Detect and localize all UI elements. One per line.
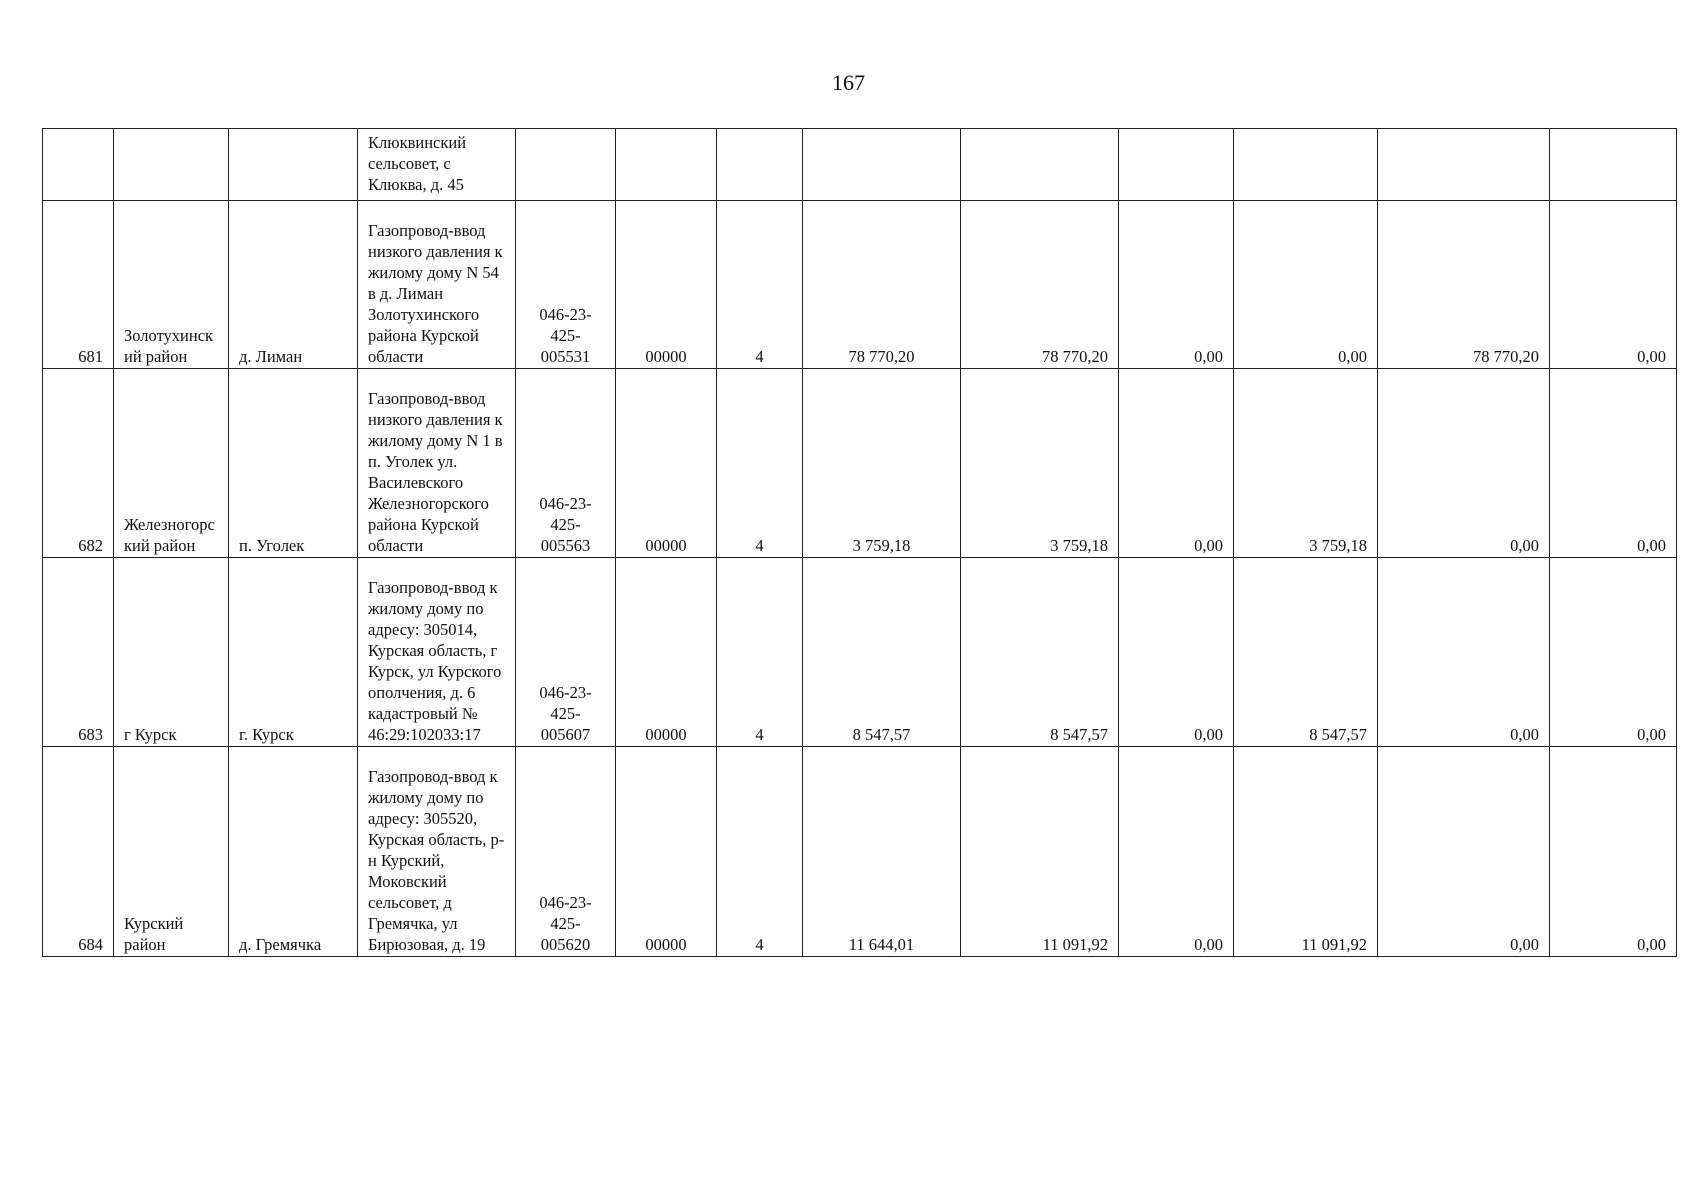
cell-col13: 0,00	[1550, 201, 1677, 369]
cell-col12: 0,00	[1378, 558, 1550, 747]
cell-col9: 3 759,18	[961, 369, 1119, 558]
cell-col10: 0,00	[1119, 747, 1234, 957]
cell-district	[114, 129, 229, 201]
cell-col9: 78 770,20	[961, 201, 1119, 369]
cell-district: г Курск	[114, 558, 229, 747]
cell-col7: 4	[717, 558, 803, 747]
cell-col13: 0,00	[1550, 558, 1677, 747]
cell-no: 681	[43, 201, 114, 369]
cell-col6: 00000	[616, 201, 717, 369]
cell-col8	[803, 129, 961, 201]
cell-description: Клюквинский сельсовет, с Клюква, д. 45	[358, 129, 516, 201]
cell-col7	[717, 129, 803, 201]
cell-no: 684	[43, 747, 114, 957]
cell-col13	[1550, 129, 1677, 201]
cell-col9: 11 091,92	[961, 747, 1119, 957]
table-row	[43, 747, 1677, 957]
cell-code	[516, 129, 616, 201]
cell-col8: 11 644,01	[803, 747, 961, 957]
cell-settlement	[229, 129, 358, 201]
cell-description: Газопровод-ввод низкого давления к жилому дому N 1 в п. Уголек ул. Василевского Железногорского района Курской области	[358, 369, 516, 558]
cell-col6: 00000	[616, 747, 717, 957]
cell-no	[43, 129, 114, 201]
cell-no: 682	[43, 369, 114, 558]
cell-settlement: п. Уголек	[229, 369, 358, 558]
cell-col11: 11 091,92	[1234, 747, 1378, 957]
cell-settlement: д. Лиман	[229, 201, 358, 369]
cell-code: 046-23-425-005563	[516, 369, 616, 558]
cell-settlement: г. Курск	[229, 558, 358, 747]
cell-col12: 0,00	[1378, 747, 1550, 957]
cell-col8: 78 770,20	[803, 201, 961, 369]
cell-col10	[1119, 129, 1234, 201]
page-number: 167	[832, 70, 865, 95]
cell-col8: 8 547,57	[803, 558, 961, 747]
cell-col12: 0,00	[1378, 369, 1550, 558]
cell-col13: 0,00	[1550, 369, 1677, 558]
cell-district: Железногорский район	[114, 369, 229, 558]
cell-col6: 00000	[616, 369, 717, 558]
cell-col12: 78 770,20	[1378, 201, 1550, 369]
cell-no: 683	[43, 558, 114, 747]
cell-description: Газопровод-ввод к жилому дому по адресу: 305520, Курская область, р-н Курский, Моковский сельсовет, д Гремячка, ул Бирюзовая, д. 19	[358, 747, 516, 957]
table-row	[43, 201, 1677, 369]
cell-description: Газопровод-ввод низкого давления к жилому дому N 54 в д. Лиман Золотухинского района Курской области	[358, 201, 516, 369]
cell-col11: 3 759,18	[1234, 369, 1378, 558]
cell-settlement: д. Гремячка	[229, 747, 358, 957]
cell-col6	[616, 129, 717, 201]
cell-col9	[961, 129, 1119, 201]
cell-col12	[1378, 129, 1550, 201]
cell-col11: 8 547,57	[1234, 558, 1378, 747]
cell-col7: 4	[717, 201, 803, 369]
cell-col7: 4	[717, 747, 803, 957]
cell-description: Газопровод-ввод к жилому дому по адресу: 305014, Курская область, г Курск, ул Курского ополчения, д. 6 кадастровый № 46:29:102033:17	[358, 558, 516, 747]
cell-code: 046-23-425-005607	[516, 558, 616, 747]
cell-col10: 0,00	[1119, 558, 1234, 747]
cell-col11	[1234, 129, 1378, 201]
cell-col7: 4	[717, 369, 803, 558]
cell-col10: 0,00	[1119, 369, 1234, 558]
table-row-continuation	[43, 129, 1677, 201]
cell-col9: 8 547,57	[961, 558, 1119, 747]
cell-col8: 3 759,18	[803, 369, 961, 558]
cell-col10: 0,00	[1119, 201, 1234, 369]
table-row	[43, 558, 1677, 747]
cell-col11: 0,00	[1234, 201, 1378, 369]
cell-code: 046-23-425-005531	[516, 201, 616, 369]
table-row	[43, 369, 1677, 558]
cell-col6: 00000	[616, 558, 717, 747]
cell-district: Курский район	[114, 747, 229, 957]
cell-code: 046-23-425-005620	[516, 747, 616, 957]
cell-col13: 0,00	[1550, 747, 1677, 957]
cell-district: Золотухинский район	[114, 201, 229, 369]
registry-table	[42, 128, 1677, 957]
